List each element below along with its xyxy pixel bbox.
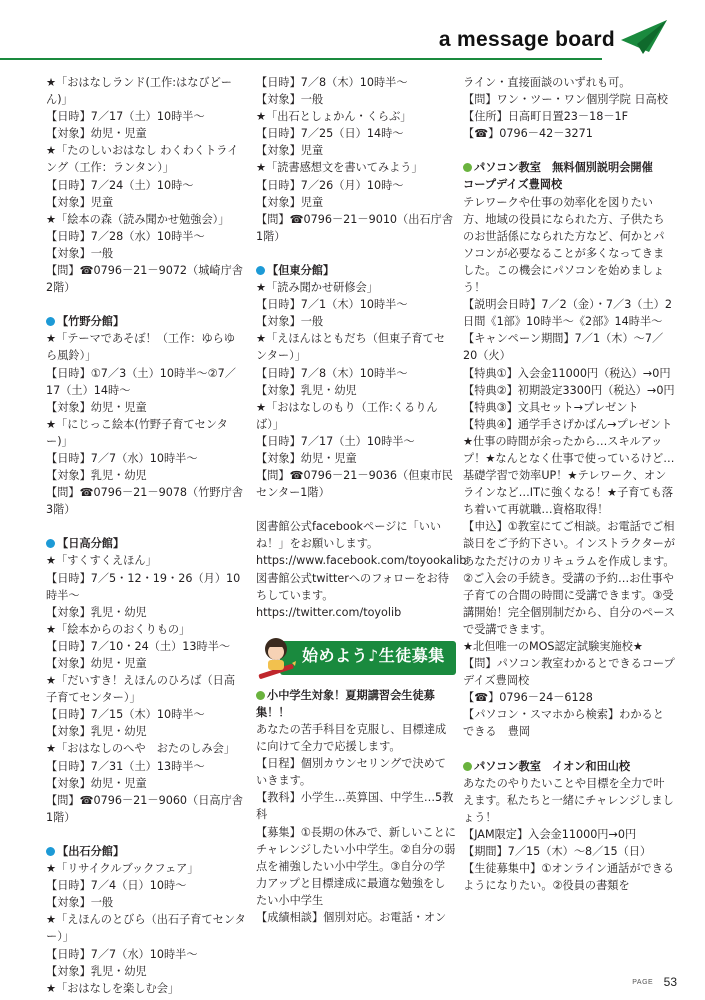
section-heading <box>46 843 246 860</box>
section-heading <box>463 758 675 775</box>
text-line: 【JAM限定】入会金11000円→0円 <box>463 827 637 841</box>
page-number: 53 <box>663 975 677 989</box>
text-line: 【対象】幼児・児童 <box>46 127 147 141</box>
text-line: 【対象】児童 <box>256 195 324 209</box>
text-line: あなたのやりたいことや目標を全力で叶えます。私たちと一緒にチャレンジしましょう！ <box>463 776 674 824</box>
column-middle-bottom <box>256 687 456 926</box>
banner-title: 始めよう♪生徒募集 <box>302 645 445 665</box>
paper-plane-icon <box>619 18 669 56</box>
text-line: https://twitter.com/toyolib <box>256 605 402 619</box>
text-line: 【問】☎0796－21－9072（城崎庁舎2階） <box>46 264 243 295</box>
text-line: ★「おはなしのもり（工作:くるりんば）」 <box>256 400 438 431</box>
text-line: 【日時】7／17（土）10時半～ <box>46 110 205 124</box>
text-line: 【対象】幼児・児童 <box>46 657 147 670</box>
text-line: ★「テーマであそぼ！（工作：ゆらゆら風鈴）」 <box>46 332 236 363</box>
text-line: 【問】☎0796－21－9060（日高庁舎1階） <box>46 793 243 824</box>
text-line: 【日時】7／7（水）10時半～ <box>46 947 198 961</box>
text-line: 【問】☎0796－21－9078（竹野庁舎3階） <box>46 486 243 517</box>
text-line: 【☎】0796－24－6128 <box>463 691 593 705</box>
column-middle <box>256 74 467 926</box>
text-line: 【特典①】入会金11000円（税込）→0円 <box>463 366 671 380</box>
text-line: 【日時】7／10・24（土）13時半～ <box>46 639 231 653</box>
section-heading-text: パソコン教室 無料個別説明会開催 コープデイズ豊岡校 <box>463 161 664 192</box>
text-line: 【問】☎0796－21－9036（但東市民センター1階） <box>256 469 453 500</box>
text-line: 【成績相談】個別対応。お電話・オン <box>256 911 447 925</box>
section-heading-text: 【日高分館】 <box>57 537 125 551</box>
text-line: 【対象】一般 <box>46 896 114 910</box>
column-left <box>46 74 246 997</box>
text-line: 【特典②】初期設定3300円（税込）→0円 <box>463 383 675 397</box>
text-line: 【対象】乳児・幼児 <box>256 383 357 397</box>
text-line: 【☎】0796－42－3271 <box>463 127 593 141</box>
bullet-dot-icon <box>256 691 265 700</box>
text-line: 【日時】7／31（土）13時半～ <box>46 759 205 773</box>
text-line: 【対象】一般 <box>256 315 324 329</box>
text-line: 【日時】7／15（木）10時半～ <box>46 708 205 722</box>
text-line: ★「絵本の森（読み聞かせ勉強会）」 <box>46 212 230 226</box>
text-line: 【特典④】通学手さげかばん→プレゼント <box>463 417 673 431</box>
section-heading-text: 小中学生対象！夏期講習会生徒募集！！ <box>256 688 435 719</box>
text-line: 【対象】一般 <box>46 246 114 260</box>
section-heading <box>256 262 456 279</box>
text-line: 【問】ワン・ツー・ワン個別学院 日高校 <box>463 93 668 107</box>
text-line: 【問】パソコン教室わかるとできるコープデイズ豊岡校 <box>463 657 675 688</box>
spacer <box>463 741 675 758</box>
text-line: ★「だいすき！えほんのひろば（日高子育てセンター）」 <box>46 674 236 705</box>
bullet-dot-icon <box>46 847 55 856</box>
text-line: 【日時】7／7（水）10時半～ <box>46 451 198 465</box>
text-line: 【説明会日時】7／2（金）・7／3（土）2日間《1部》10時半～《2部》14時半～ <box>463 298 672 329</box>
text-line: 【パソコン・スマホから検索】わかるとできる 豊岡 <box>463 708 664 739</box>
spacer <box>46 296 246 313</box>
column-right <box>463 74 675 894</box>
text-line: 【日時】7／26（月）10時～ <box>256 178 404 192</box>
text-line: 【日時】7／1（木）10時半～ <box>256 298 408 312</box>
text-line: https://www.facebook.com/toyookalib <box>256 554 467 568</box>
text-line: 【対象】一般 <box>256 93 324 107</box>
section-heading <box>46 313 246 330</box>
section-heading <box>256 687 456 721</box>
text-line: 【教科】小学生…英算国、中学生…5教科 <box>256 791 454 822</box>
text-line: ★「リサイクルブックフェア」 <box>46 862 199 876</box>
text-line: ★「出石としょかん・くらぶ」 <box>256 110 412 124</box>
text-line: ★「読書感想文を書いてみよう」 <box>256 161 423 175</box>
page-label: PAGE <box>632 979 654 986</box>
text-line: あなたの苦手科目を克服し、目標達成に向けて全力で応援します。 <box>256 723 447 754</box>
text-line: 【日時】7／28（水）10時半～ <box>46 229 205 243</box>
section-heading <box>46 535 246 552</box>
text-line: 【生徒募集中】①オンライン通話ができるようになりたい。②役員の書類を <box>463 862 675 893</box>
text-line: ★「えほんはともだち（但東子育てセンター）」 <box>256 332 446 363</box>
page-title: a message board <box>438 28 615 51</box>
text-line: 【キャンペーン期間】7／1（木）～7／20（火） <box>463 332 664 363</box>
recruitment-banner <box>256 633 456 683</box>
page-header <box>0 0 705 70</box>
text-line: 【日時】7／5・12・19・26（月）10時半～ <box>46 571 241 602</box>
text-line: 【対象】児童 <box>46 195 114 209</box>
text-line: 【日時】7／24（土）10時～ <box>46 178 194 192</box>
text-line: 【住所】日高町日置23－18－1F <box>463 110 629 124</box>
spacer <box>463 142 675 159</box>
text-line: ライン・直接面談のいずれも可。 <box>463 76 631 89</box>
section-heading-text: パソコン教室 イオン和田山校 <box>474 759 631 773</box>
section-heading <box>463 159 675 193</box>
text-line: 図書館公式facebookページに「いいね！」をお願いします。 <box>256 520 442 551</box>
text-line: ★「おはなしのへや おたのしみ会」 <box>46 742 236 756</box>
column-middle-top <box>256 74 467 621</box>
page-footer <box>632 973 677 991</box>
text-line: 【申込】①教室にてご相談。お電話でご相談日をご予約下さい。インストラクターがあなただけのカリキュラムを作成します。②ご入会の手続き。受講の予約…お仕事や子育ての合間の時間に受講できます。③受講開始！完全個別制だから、自分のペースで受講できます。 <box>463 520 676 636</box>
text-line: 【対象】児童 <box>256 144 324 158</box>
text-line: 【対象】幼児・児童 <box>46 400 147 414</box>
text-line: ★「おはなしを楽しむ会」 <box>46 981 180 995</box>
text-line: 【日時】7／8（木）10時半～ <box>256 366 408 380</box>
section-heading-text: 【竹野分館】 <box>57 315 125 329</box>
text-line: ★「にじっこ絵本(竹野子育てセンター)」 <box>46 417 228 448</box>
spacer <box>256 501 456 518</box>
text-line: 【問】☎0796－21－9010（出石庁舎1階） <box>256 212 453 243</box>
text-line: 【日時】7／4（日）10時～ <box>46 879 187 893</box>
bullet-dot-icon <box>463 163 472 172</box>
spacer <box>46 518 246 535</box>
header-rule <box>0 58 602 60</box>
text-line: ★「おはなしランド(工作:はなびどーん)」 <box>46 76 232 107</box>
text-line: 【対象】幼児・児童 <box>46 776 147 790</box>
text-line: 【対象】乳児・幼児 <box>46 469 147 483</box>
text-line: 【特典③】文具セット→プレゼント <box>463 400 639 414</box>
text-line: 【日時】7／25（日）14時～ <box>256 127 404 141</box>
text-line: 【日時】7／17（土）10時半～ <box>256 434 415 448</box>
section-heading-text: 【但東分館】 <box>267 263 335 277</box>
spacer <box>46 826 246 843</box>
text-line: 【日時】①7／3（土）10時半～②7／17（土）14時～ <box>46 366 236 397</box>
bullet-dot-icon <box>463 762 472 771</box>
section-heading-text: 【出石分館】 <box>57 844 125 858</box>
text-line: 【日時】7／8（木）10時半～ <box>256 76 408 89</box>
text-line: 【募集】①長期の休みで、新しいことにチャレンジしたい小中学生。②自分の弱点を補強したい小中学生。③自分の学力アップと目標達成に最適な勉強をしたい小中学生 <box>256 825 456 907</box>
text-line: 【対象】乳児・幼児 <box>46 725 147 739</box>
bullet-dot-icon <box>46 539 55 548</box>
text-line: 【対象】幼児・児童 <box>256 451 357 465</box>
text-line: 【対象】乳児・幼児 <box>46 605 147 619</box>
spacer <box>256 245 456 262</box>
child-with-pencil-icon <box>256 633 296 683</box>
text-line: 【対象】乳児・幼児 <box>46 964 147 978</box>
text-line: 【日程】個別カウンセリングで決めていきます。 <box>256 757 446 788</box>
text-line: ★仕事の時間が余ったから…スキルアップ！★なんとなく仕事で使っているけど…基礎学習で効率UP！★テレワーク、オンラインなど…ITに強くなる！★子育ても落ち着いて再就職…資格取得！ <box>463 434 675 517</box>
text-line: 【期間】7／15（木）～8／15（日） <box>463 845 652 859</box>
text-line: ★「たのしいおはなし わくわくトライング（工作：ランタン）」 <box>46 144 239 175</box>
text-line: ★「えほんのとびら（出石子育てセンター）」 <box>46 913 246 944</box>
text-line: 図書館公式twitterへのフォローをお待ちしています。 <box>256 571 449 602</box>
bullet-dot-icon <box>46 317 55 326</box>
bullet-dot-icon <box>256 266 265 275</box>
text-line: ★「すくすくえほん」 <box>46 554 157 568</box>
text-line: ★「読み聞かせ研修会」 <box>256 281 378 295</box>
text-line: ★「絵本からのおくりもの」 <box>46 622 191 636</box>
text-line: テレワークや仕事の効率化を図りたい方、地域の役員になられた方、子供たちのお世話係になられた方など、何かとパソコンが必要なることが多くなってきました。この機会にパソコンを始めましょう！ <box>463 195 665 295</box>
text-line: ★北但唯一のMOS認定試験実施校★ <box>463 640 643 653</box>
